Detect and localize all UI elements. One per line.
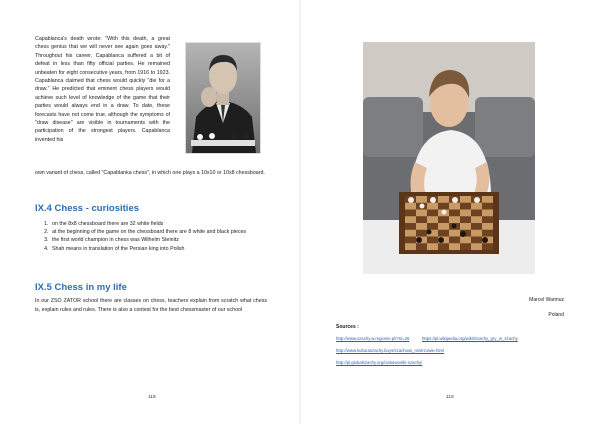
source-link[interactable]: http://www.kulturaszachy.buys/szachowi_mistrzowie.html (336, 348, 445, 353)
chess-in-my-life-heading: IX.5 Chess in my life (35, 282, 127, 293)
list-item: 1. on the 8x8 chessboard there are 32 white fields (50, 220, 285, 228)
page-number-left: 118 (148, 395, 156, 400)
boy-playing-chess-image (363, 42, 535, 274)
author-country: Poland (548, 312, 564, 318)
curiosities-list (35, 220, 285, 253)
page-number-right: 119 (446, 395, 454, 400)
list-item: 2. at the beginning of the game on the chessboard there are 8 white and black pieces (50, 228, 285, 236)
source-link[interactable]: http://pl.globalszachy.org/ciekawostki-szachy/ (336, 360, 423, 365)
author-name: Marcel Warmuz (529, 297, 564, 303)
chess-in-my-life-paragraph: In our ZSO ZATOR school there are classes on chess, teachers explain from scratch what chess is, explain rules and rules. There is also a contest for the best chessmaster of our school (35, 298, 267, 313)
list-item: 3. the first world champion in chess was Wilhelm Steinitz (50, 236, 285, 244)
source-link[interactable]: http://www.szachy.w.regionie.pl/?st=26 (336, 336, 410, 341)
intro-paragraph-continued: own variant of chess, called "Capablanka chess", in which one plays a 10x10 or 10x8 chessboard. (35, 170, 265, 176)
sources-label: Sources : (336, 324, 359, 330)
curiosities-heading: IX.4 Chess - curiosities (35, 203, 140, 214)
left-page (0, 0, 299, 424)
intro-paragraph: Capablanca's death wrote: "With this death, a great chess genius that we will never see again goes away." Throughout his career, Capablanca suffered a bit of defeat in less than fifty official parties. He remained unbeaten for eight consecutive years, from 1916 to 1923. Capablanca claimed that chess would quickly "die for a draw." He predicted that eminent chess players would achieve such level of knowledge of the game that their parties would always end in a draw. To date, these forecasts have not come true, although the symptoms of "draw disease" are visible in tournaments with the participation of the strongest players. Capablanca invented his (35, 36, 170, 143)
list-item: 4. Shah means in translation of the Persian king into Polish (50, 245, 285, 253)
capablanca-portrait-image (185, 42, 261, 154)
source-link[interactable]: https://pl.wikipedia.org/wiki/Szachy_gry_w_szachy (422, 336, 518, 341)
